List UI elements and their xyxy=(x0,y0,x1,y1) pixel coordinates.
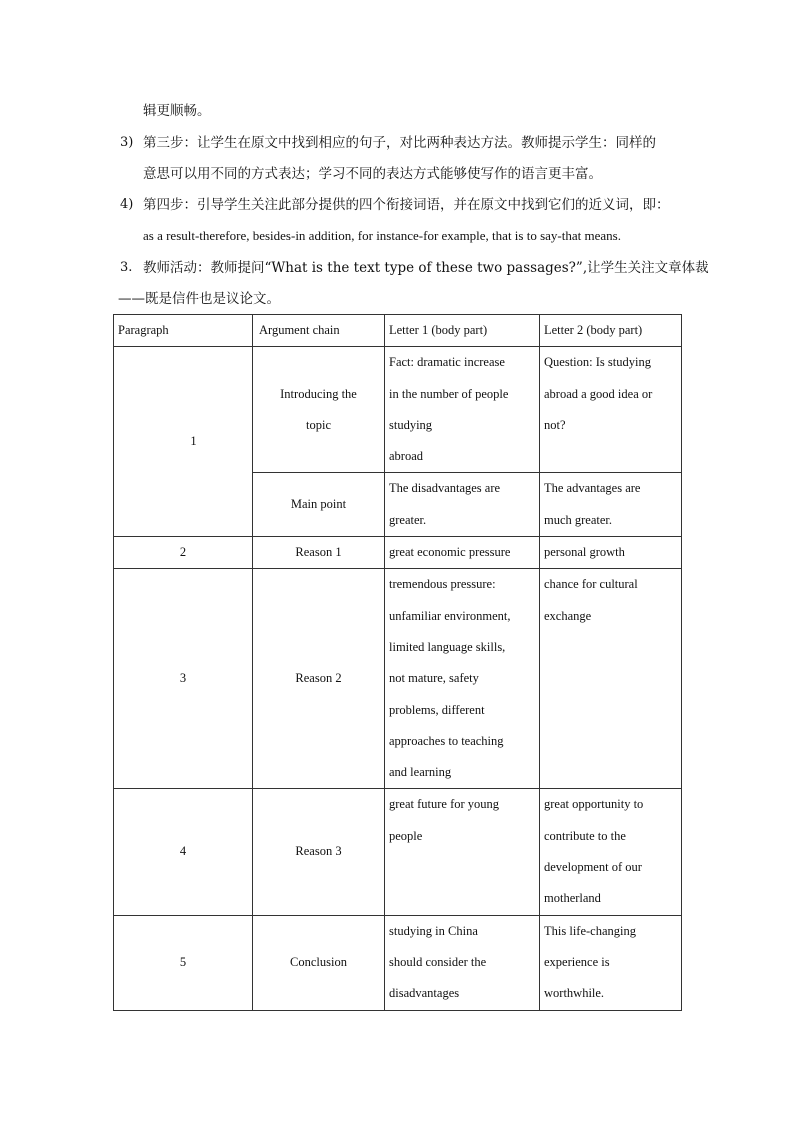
activity3-number: 3. xyxy=(120,260,133,275)
cell-line: exchange xyxy=(544,608,592,623)
argument-table xyxy=(113,314,682,1011)
letter1-cell xyxy=(385,569,540,789)
cell-line: experience is xyxy=(544,954,610,969)
step4-line2: as a result-therefore, besides-in addition, for instance-for example, that is to say-that means. xyxy=(143,228,621,243)
step3-line2: 意思可以用不同的方式表达；学习不同的表达方式能够使写作的语言更丰富。 xyxy=(143,166,602,182)
cell-line: Introducing the xyxy=(280,386,357,401)
letter1-cell xyxy=(385,347,540,473)
letter2-cell xyxy=(540,473,682,537)
cell-line: development of our xyxy=(544,860,642,875)
header-letter1: Letter 1 (body part) xyxy=(385,315,540,347)
cell-line: studying xyxy=(389,417,433,432)
cell-line: abroad a good idea or xyxy=(544,386,653,401)
letter2-cell: personal growth xyxy=(540,537,682,569)
cell-line: The disadvantages are xyxy=(389,481,501,496)
header-argument-chain: Argument chain xyxy=(253,315,385,347)
cell-line: not? xyxy=(544,417,566,432)
argument-chain-cell: Conclusion xyxy=(253,915,385,1010)
letter1-cell xyxy=(385,789,540,915)
cell-line: unfamiliar environment, xyxy=(389,608,511,623)
cell-line: tremendous pressure: xyxy=(389,577,496,592)
table-row xyxy=(114,347,682,473)
letter1-cell xyxy=(385,473,540,537)
cell-line: people xyxy=(389,828,423,843)
letter2-cell xyxy=(540,789,682,915)
text-line-continuation: 辑更顺畅。 xyxy=(143,103,211,119)
paragraph-number: 4 xyxy=(114,789,253,915)
cell-line: topic xyxy=(306,417,331,432)
cell-line: Question: Is studying xyxy=(544,355,651,370)
argument-chain-cell: Main point xyxy=(253,473,385,537)
letter1-cell xyxy=(385,915,540,1010)
cell-line: The advantages are xyxy=(544,481,641,496)
letter2-cell xyxy=(540,569,682,789)
paragraph-number: 2 xyxy=(114,537,253,569)
letter2-cell xyxy=(540,347,682,473)
argument-chain-cell xyxy=(253,347,385,473)
argument-chain-cell: Reason 3 xyxy=(253,789,385,915)
step3-number: 3) xyxy=(120,135,134,150)
cell-line: great future for young xyxy=(389,797,500,812)
cell-line: much greater. xyxy=(544,512,613,527)
cell-line: great opportunity to xyxy=(544,797,644,812)
header-paragraph: Paragraph xyxy=(114,315,253,347)
table-row xyxy=(114,569,682,789)
cell-line: not mature, safety xyxy=(389,671,479,686)
paragraph-number: 5 xyxy=(114,915,253,1010)
paragraph-number: 3 xyxy=(114,569,253,789)
table-row xyxy=(114,915,682,1010)
cell-line: approaches to teaching xyxy=(389,733,504,748)
cell-line: problems, different xyxy=(389,702,485,717)
cell-line: motherland xyxy=(544,891,601,906)
letter1-cell: great economic pressure xyxy=(385,537,540,569)
cell-line: contribute to the xyxy=(544,828,626,843)
table-header-row xyxy=(114,315,682,347)
argument-chain-cell: Reason 2 xyxy=(253,569,385,789)
step4-line1: 第四步：引导学生关注此部分提供的四个衔接词语，并在原文中找到它们的近义词，即： xyxy=(143,197,670,213)
header-letter2: Letter 2 (body part) xyxy=(540,315,682,347)
cell-line: Fact: dramatic increase xyxy=(389,355,505,370)
cell-line: in the number of people xyxy=(389,386,509,401)
activity3-line2: ——既是信件也是议论文。 xyxy=(118,291,280,307)
cell-line: This life-changing xyxy=(544,923,636,938)
cell-line: should consider the xyxy=(389,954,487,969)
cell-line: chance for cultural xyxy=(544,577,638,592)
cell-line: abroad xyxy=(389,449,424,464)
step3-line1: 第三步：让学生在原文中找到相应的句子，对比两种表达方法。教师提示学生：同样的 xyxy=(143,135,656,151)
table-row xyxy=(114,789,682,915)
cell-line: studying in China xyxy=(389,923,478,938)
step4-number: 4) xyxy=(120,197,134,212)
argument-chain-cell: Reason 1 xyxy=(253,537,385,569)
paragraph-number: 1 xyxy=(114,347,253,537)
cell-line: worthwhile. xyxy=(544,986,605,1001)
letter2-cell xyxy=(540,915,682,1010)
cell-line: and learning xyxy=(389,765,452,780)
cell-line: limited language skills, xyxy=(389,639,506,654)
cell-line: greater. xyxy=(389,512,427,527)
table-row xyxy=(114,537,682,569)
cell-line: disadvantages xyxy=(389,986,460,1001)
activity3-line1: 教师活动：教师提问“What is the text type of these two passages?”,让学生关注文章体裁 xyxy=(143,260,709,276)
